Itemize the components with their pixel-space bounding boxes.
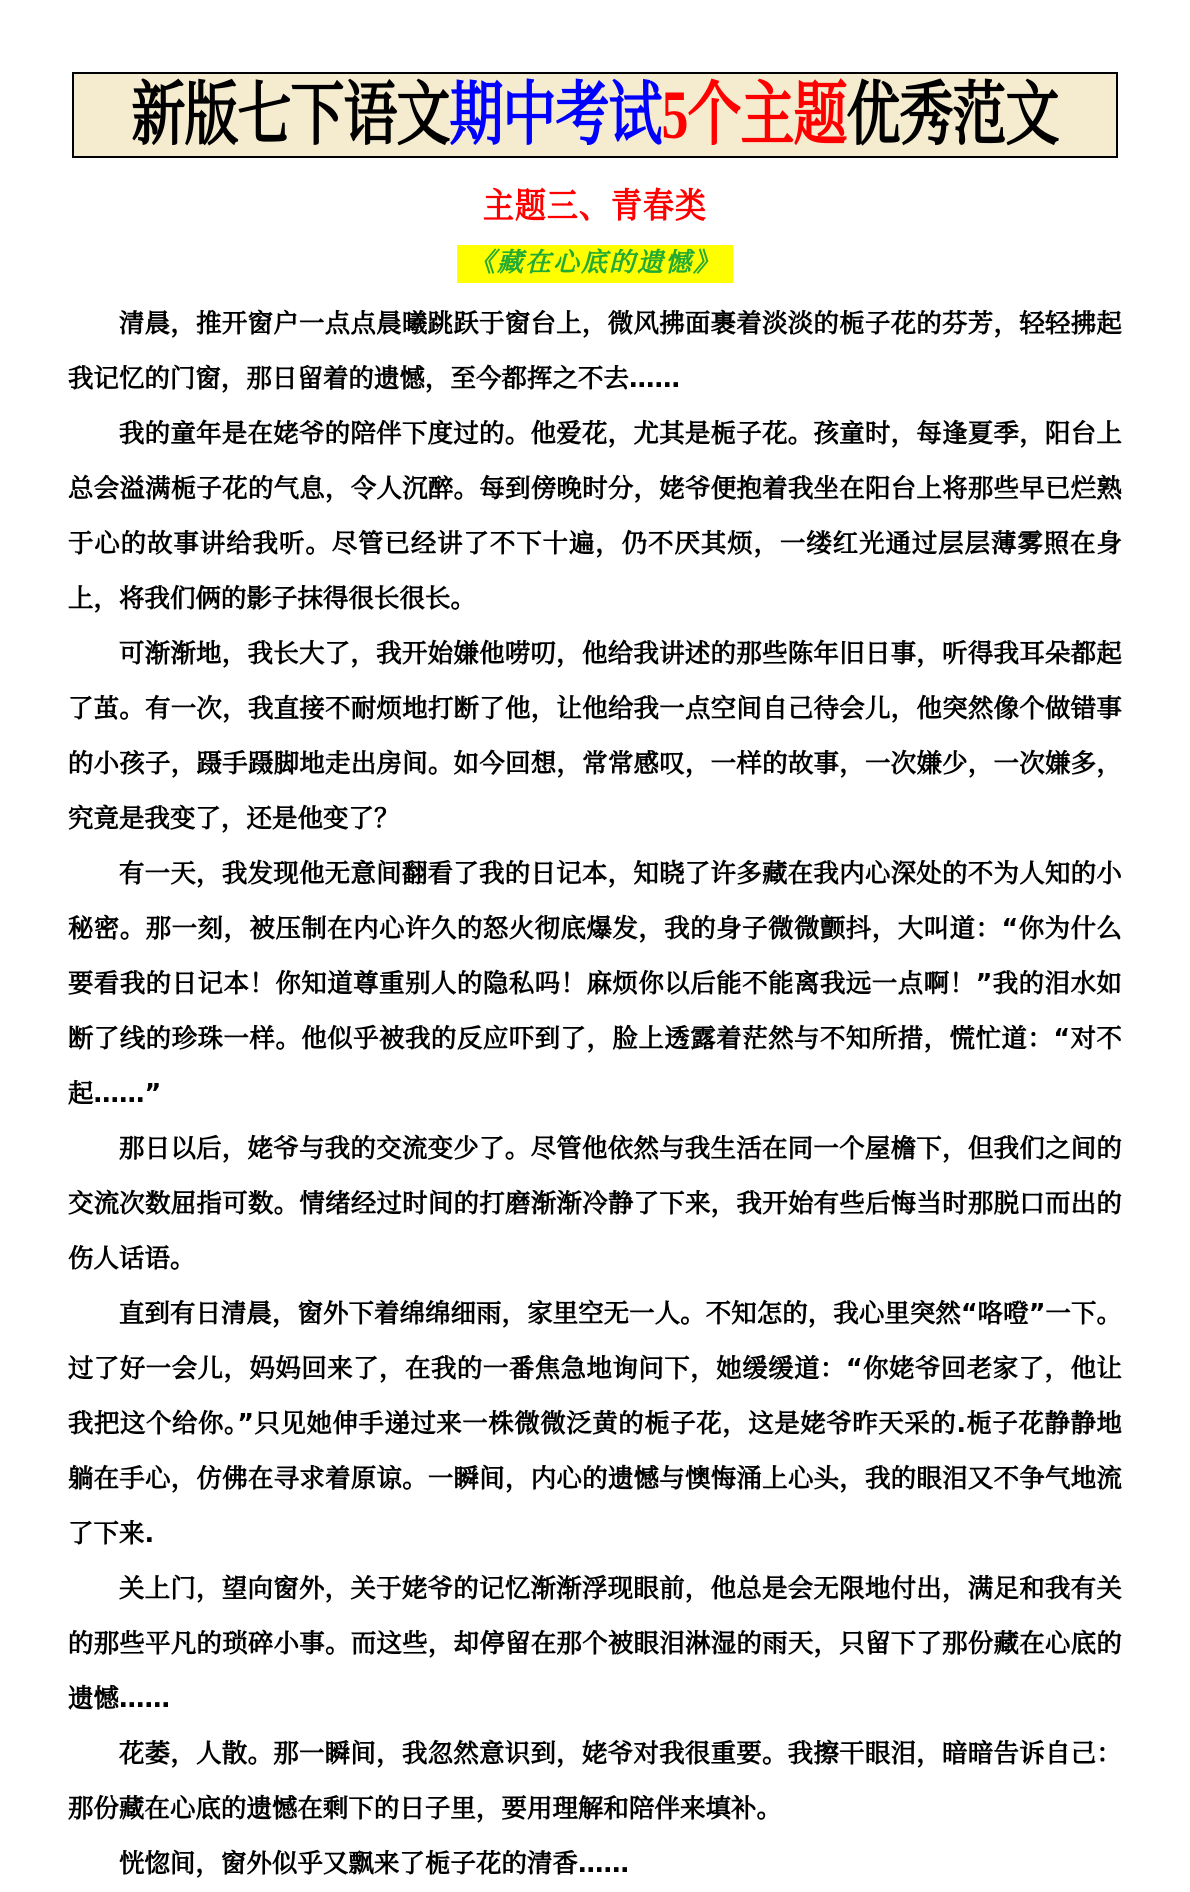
paragraph: 恍惚间，窗外似乎又飘来了栀子花的清香…… (119, 1849, 630, 1879)
title-banner (72, 72, 1118, 158)
banner-segment-5: 优秀范文 (846, 74, 1059, 155)
banner-segment-4: 个主题 (687, 74, 847, 155)
banner-segment-1: 新版七下语文 (131, 74, 450, 155)
paragraph: 我的童年是在姥爷的陪伴下度过的。他爱花，尤其是栀子花。孩童时，每逢夏季，阳台上总会溢满栀子花的气息，令人沉醉。每到傍晚时分，姥爷便抱着我坐在阳台上将那些早已烂熟于心的故事讲给我听。尽管已经讲了不下十遍，仍不厌其烦，一缕红光通过层层薄雾照在身上，将我们俩的影子抹得很长很长。 (68, 419, 1122, 614)
essay-title-container (0, 245, 1190, 283)
banner-segment-3: 5 (661, 76, 688, 154)
paragraph: 关上门，望向窗外，关于姥爷的记忆渐渐浮现眼前，他总是会无限地付出，满足和我有关的那些平凡的琐碎小事。而这些，却停留在那个被眼泪淋湿的雨天，只留下了那份藏在心底的遗憾…… (68, 1574, 1122, 1714)
paragraph: 花萎，人散。那一瞬间，我忽然意识到，姥爷对我很重要。我擦干眼泪，暗暗告诉自己：那份藏在心底的遗憾在剩下的日子里，要用理解和陪伴来填补。 (68, 1739, 1122, 1824)
paragraph: 清晨，推开窗户一点点晨曦跳跃于窗台上，微风拂面裹着淡淡的栀子花的芬芳，轻轻拂起我记忆的门窗，那日留着的遗憾，至今都挥之不去…… (68, 309, 1122, 394)
theme-sub-heading: 主题三、青春类 (483, 186, 707, 227)
banner-segment-2: 期中考试 (449, 74, 662, 155)
paragraph: 直到有日清晨，窗外下着绵绵细雨，家里空无一人。不知怎的，我心里突然“咯噔”一下。过了好一会儿，妈妈回来了，在我的一番焦急地询问下，她缓缓道：“你姥爷回老家了，他让我把这个给你。”只见她伸手递过来一株微微泛黄的栀子花，这是姥爷昨天采的.栀子花静静地躺在手心，仿佛在寻求着原谅。一瞬间，内心的遗憾与懊悔涌上心头，我的眼泪又不争气地流了下来. (68, 1299, 1122, 1549)
banner-title (131, 74, 1059, 155)
essay-body (68, 297, 1122, 1892)
paragraph: 那日以后，姥爷与我的交流变少了。尽管他依然与我生活在同一个屋檐下，但我们之间的交流次数屈指可数。情绪经过时间的打磨渐渐冷静了下来，我开始有些后悔当时那脱口而出的伤人话语。 (68, 1134, 1122, 1274)
paragraph: 可渐渐地，我长大了，我开始嫌他唠叨，他给我讲述的那些陈年旧日事，听得我耳朵都起了茧。有一次，我直接不耐烦地打断了他，让他给我一点空间自己待会儿，他突然像个做错事的小孩子，蹑手蹑脚地走出房间。如今回想，常常感叹，一样的故事，一次嫌少，一次嫌多，究竟是我变了，还是他变了？ (68, 639, 1122, 834)
essay-title: 《藏在心底的遗憾》 (457, 245, 733, 283)
paragraph: 有一天，我发现他无意间翻看了我的日记本，知晓了许多藏在我内心深处的不为人知的小秘密。那一刻，被压制在内心许久的怒火彻底爆发，我的身子微微颤抖，大叫道：“你为什么要看我的日记本！你知道尊重别人的隐私吗！麻烦你以后能不能离我远一点啊！”我的泪水如断了线的珍珠一样。他似乎被我的反应吓到了，脸上透露着茫然与不知所措，慌忙道：“对不起……” (68, 859, 1122, 1109)
document-page (0, 72, 1190, 1879)
